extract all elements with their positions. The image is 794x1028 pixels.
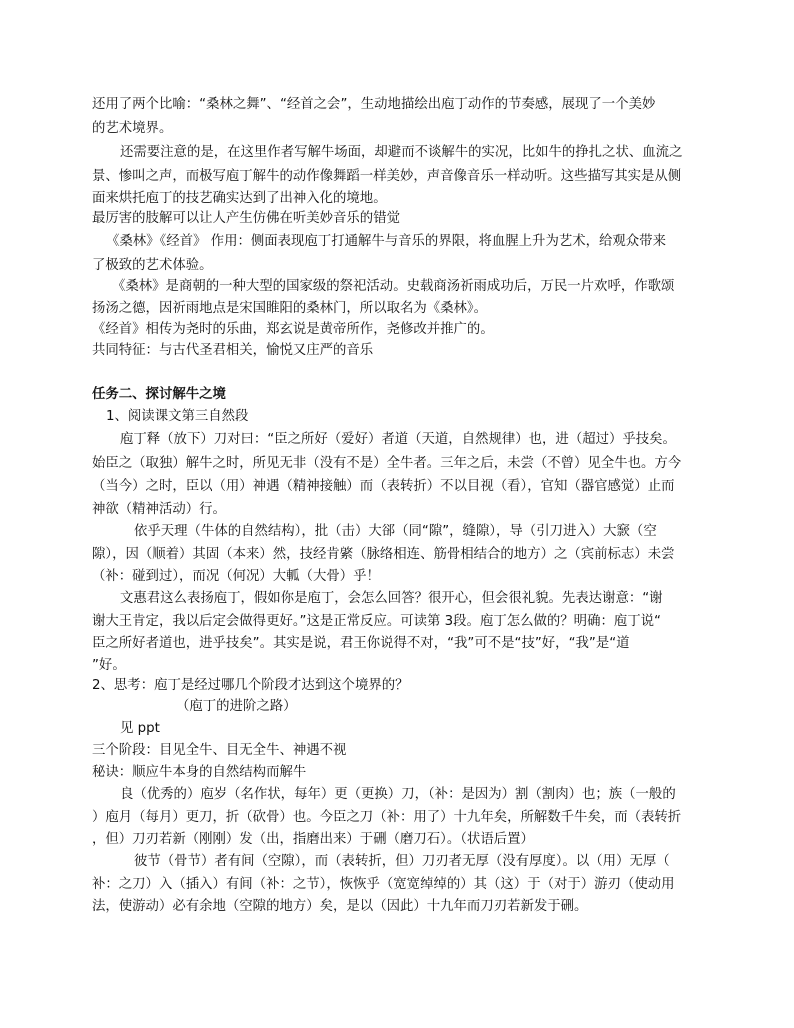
- text-line: 的艺术境界。: [92, 121, 173, 136]
- text-line: 神欲（精神活动）行。: [92, 502, 226, 517]
- section-heading: 任务二、探讨解牛之境: [92, 387, 226, 402]
- text-line: 面来烘托庖丁的技艺确实达到了出神入化的境地。: [92, 191, 387, 206]
- text-line: （当今）之时，臣以（用）神遇（精神接触）而（表转折）不以目视（看），官知（器官感觉）止而: [92, 479, 675, 494]
- text-line: 彼节（骨节）者有间（空隙），而（表转折，但）刀刃者无厚（没有厚度）。以（用）无厚（: [134, 854, 670, 869]
- text-line: ，但）刀刃若新（刚刚）发（出，指磨出来）于硎（磨刀石）。（状语后置）: [92, 832, 534, 847]
- text-line: 依乎天理（牛体的自然结构），批（击）大郤（同“隙”，缝隙），导（引刀进入）大窾（空: [134, 524, 657, 539]
- text-line: 始臣之（取独）解牛之时，所见无非（没有不是）全牛者。三年之后，未尝（不曾）见全牛也。方今: [92, 456, 682, 471]
- text-line: 还需要注意的是，在这里作者写解牛场面，却避而不谈解牛的实况，比如牛的挣扎之状、血流之: [120, 145, 683, 160]
- text-line: 扬汤之德，因祈雨地点是宋国睢阳的桑林门，所以取名为《桑林》。: [92, 301, 488, 316]
- text-line: 良（优秀的）庖岁（名作状，每年）更（更换）刀，（补：是因为）割（割肉）也；族（一般的: [120, 787, 676, 802]
- text-line: 谢大王肯定，我以后定会做得更好。”这是正常反应。可读第 3段。庖丁怎么做的？明确：庖丁说“: [92, 614, 661, 629]
- text-line: 庖丁释（放下）刀对曰：“臣之所好（爱好）者道（天道，自然规律）也，进（超过）乎技矣。: [120, 432, 676, 447]
- text-line: 补：之刀）入（插入）有间（补：之节），恢恢乎（宽宽绰绰的）其（这）于（对于）游刃（使动用: [92, 877, 675, 892]
- text-line: 还用了两个比喻：“桑林之舞”、“经首之会”，生动地描绘出庖丁动作的节奏感，展现了一个美妙: [92, 97, 656, 112]
- text-line: 景、惨叫之声，而极写庖丁解牛的动作像舞蹈一样美妙，声音像音乐一样动听。这些描写其实是从侧: [92, 169, 682, 184]
- text-line: ）庖月（每月）更刀，折（砍骨）也。今臣之刀（补：用了）十九年矣，所解数千牛矣，而（表转折: [92, 810, 682, 825]
- text-line: 《桑林》是商朝的一种大型的国家级的祭祀活动。史载商汤祈雨成功后，万民一片欢呼，作歌颂: [112, 279, 675, 294]
- text-line: 隙），因（顺着）其固（本来）然，技经肯綮（脉络相连、筋骨相结合的地方）之（宾前标志）未尝: [92, 547, 675, 562]
- text-line: ”好。: [92, 658, 126, 673]
- text-line: 文惠君这么表扬庖丁，假如你是庖丁，会怎么回答？很开心，但会很礼貌。先表达谢意：“谢: [120, 591, 663, 606]
- text-line: 法，使游动）必有余地（空隙的地方）矣，是以（因此）十九年而刀刃若新发于硎。: [92, 899, 588, 914]
- text-line: 了极致的艺术体验。: [92, 258, 213, 273]
- text-line: 2、思考：庖丁是经过哪几个阶段才达到这个境界的？: [92, 678, 409, 693]
- text-line: 见 ppt: [120, 721, 160, 736]
- text-line: 秘诀：顺应牛本身的自然结构而解牛: [92, 765, 307, 780]
- text-line: 1、阅读课文第三自然段: [106, 409, 249, 424]
- text-line: 共同特征：与古代圣君相关，愉悦又庄严的音乐: [92, 343, 374, 358]
- text-line: （庖丁的进阶之路）: [176, 699, 297, 714]
- text-line: 《桑林》《经首》 作用：侧面表现庖丁打通解牛与音乐的界限，将血腥上升为艺术，给观众带来: [106, 234, 666, 249]
- text-line: 三个阶段：目见全牛、目无全牛、神遇不视: [92, 743, 347, 758]
- text-line: 最厉害的肢解可以让人产生仿佛在听美妙音乐的错觉: [92, 211, 400, 226]
- text-line: 《经首》相传为尧时的乐曲，郑玄说是黄帝所作，尧修改并推广的。: [92, 322, 494, 337]
- text-line: （补：碰到过），而况（何况）大軱（大骨）乎！: [92, 569, 380, 584]
- text-line: 臣之所好者道也，进乎技矣”。其实是说，君王你说得不对，“我”可不是“技”好，“我”是“道: [92, 636, 630, 651]
